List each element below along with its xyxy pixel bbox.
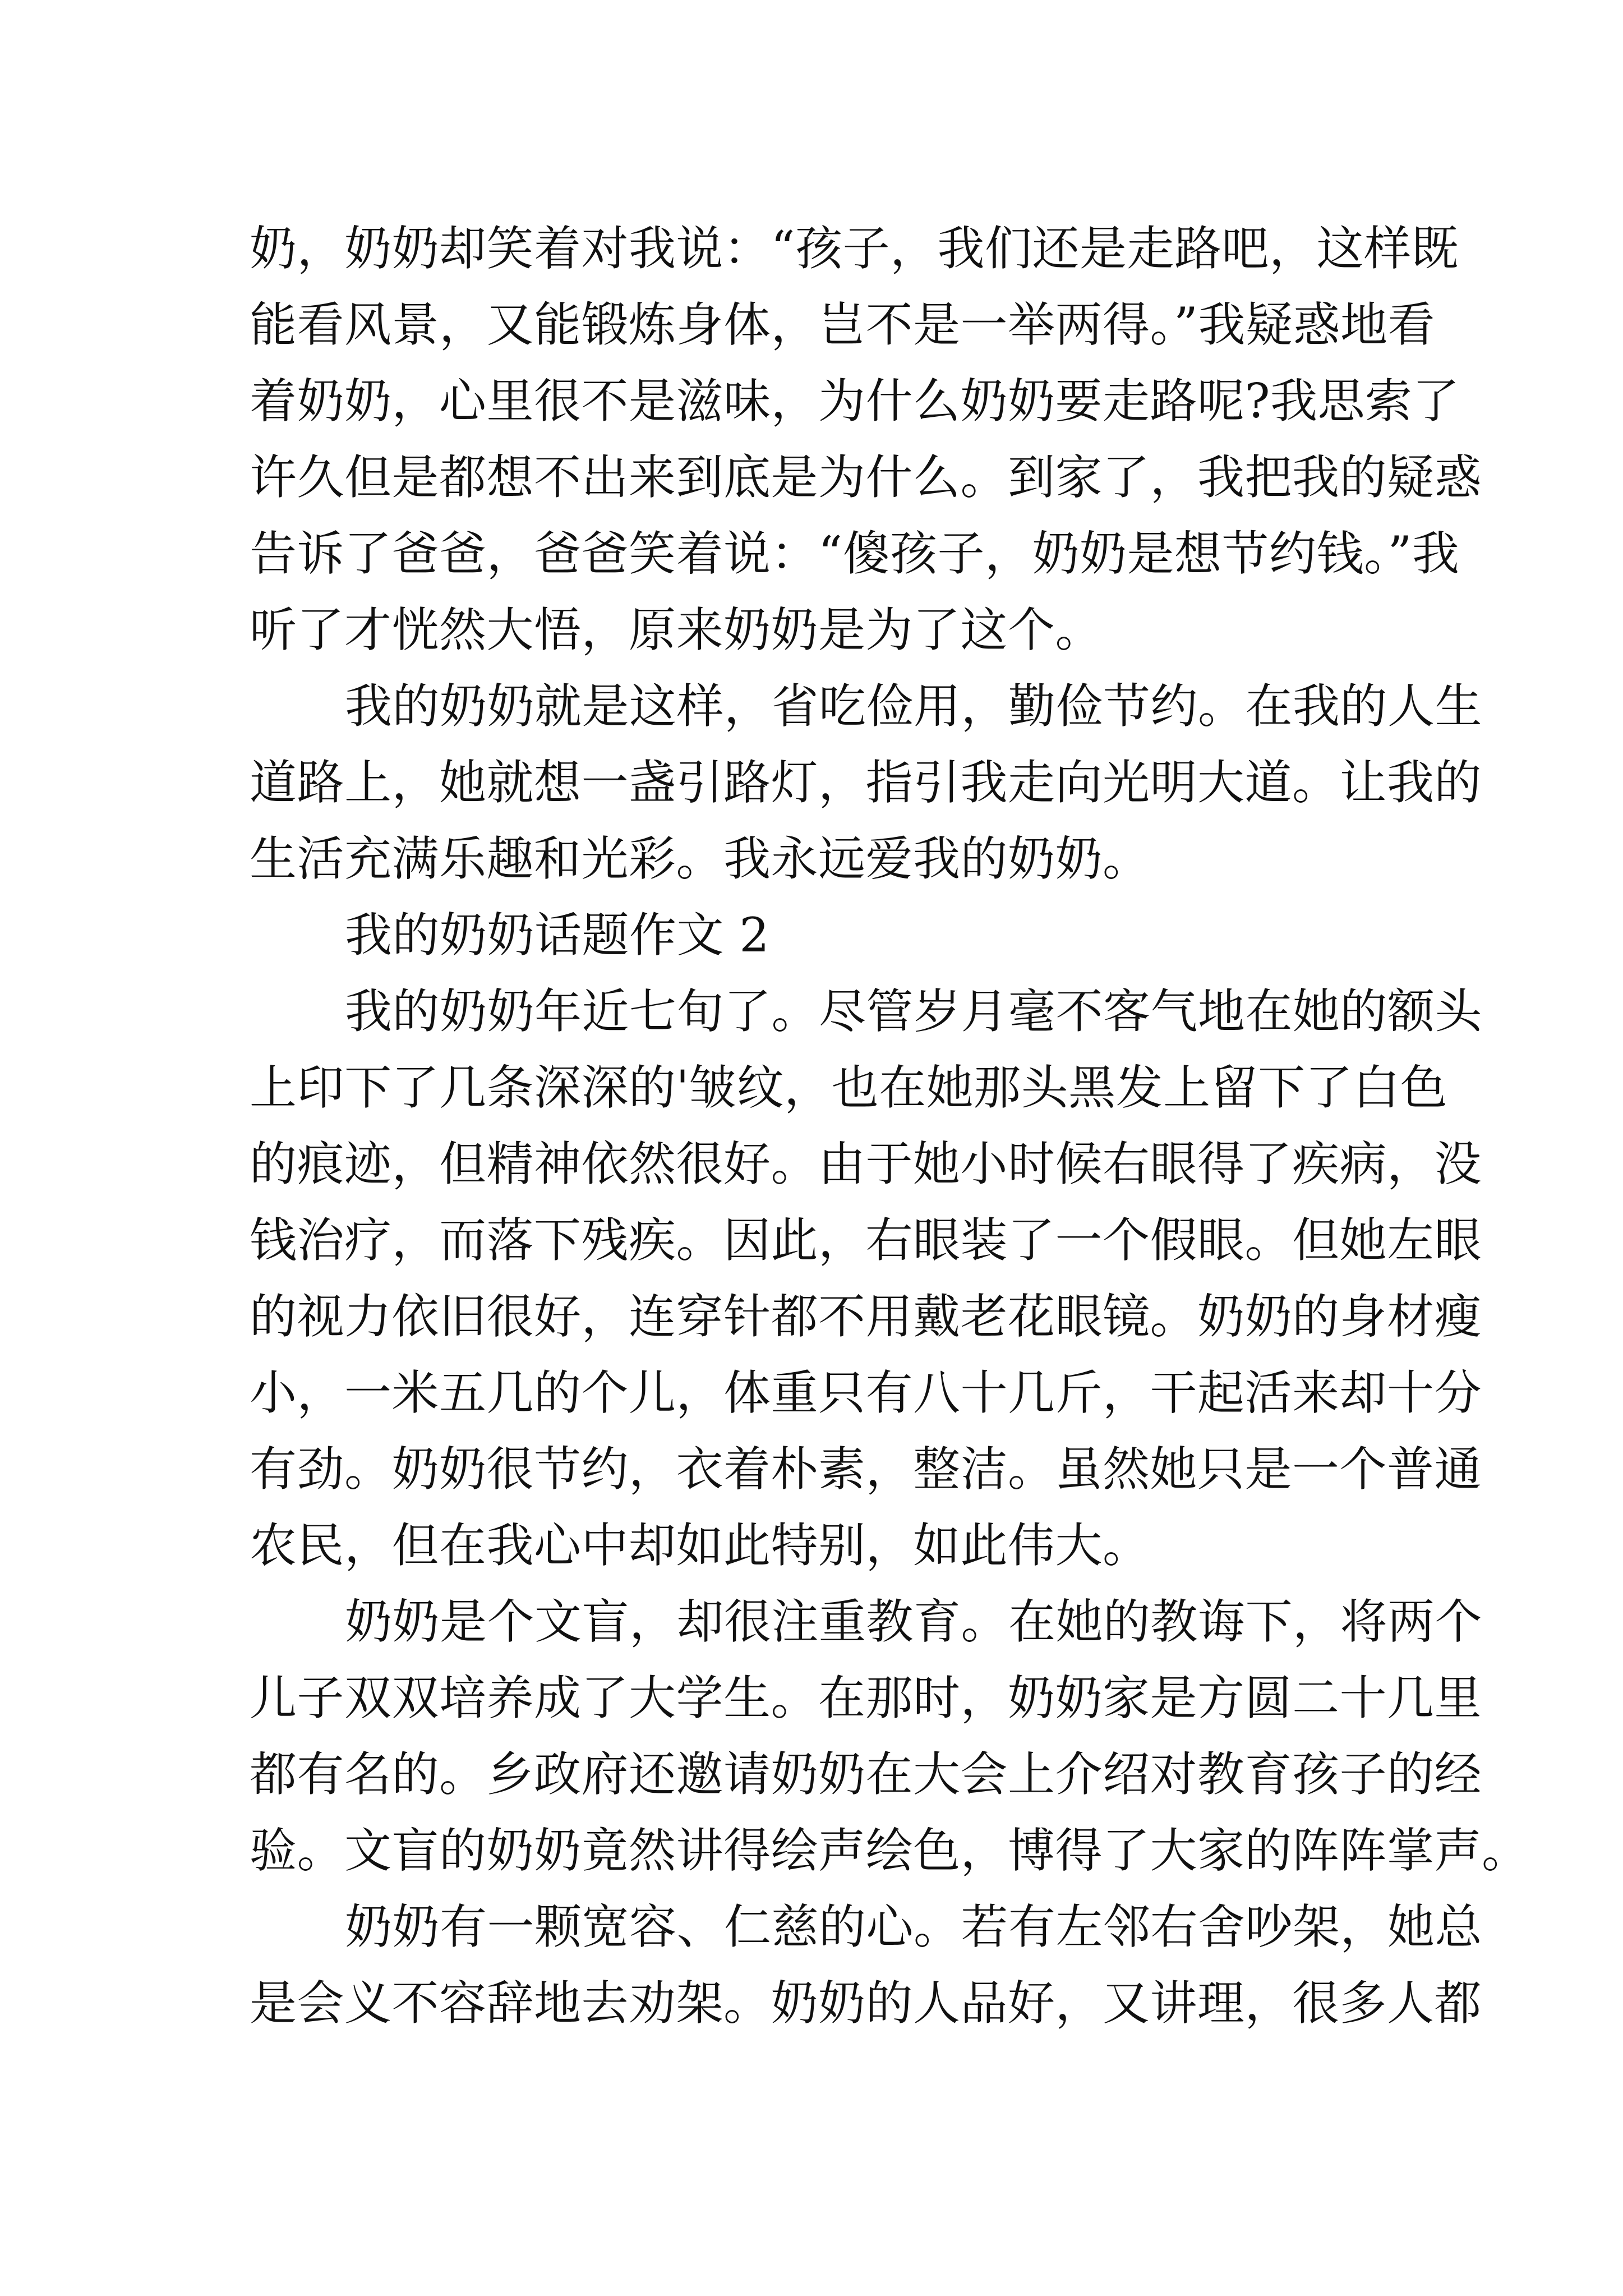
paragraph-first-line: 奶奶有一颗宽容、仁慈的心。若有左邻右舍吵架，她总 — [345, 1899, 1483, 1954]
paragraph-first-line: 奶奶是个文盲，却很注重教育。在她的教诲下，将两个 — [345, 1594, 1483, 1649]
text-line: 都有名的。乡政府还邀请奶奶在大会上介绍对教育孩子的经 — [250, 1747, 1482, 1802]
text-line: 着奶奶，心里很不是滋味，为什么奶奶要走路呢?我思索了 — [250, 374, 1460, 429]
text-line: 农民，但在我心中却如此特别，如此伟大。 — [250, 1518, 1150, 1573]
text-line: 能看风景，又能锻炼身体，岂不是一举两得。”我疑惑地看 — [250, 297, 1435, 352]
text-line: 的视力依旧很好，连穿针都不用戴老花眼镜。奶奶的身材瘦 — [250, 1289, 1482, 1344]
essay-text — [250, 210, 1529, 2041]
paragraph-first-line: 我的奶奶就是这样，省吃俭用，勤俭节约。在我的人生 — [345, 679, 1483, 734]
text-line: 验。文盲的奶奶竟然讲得绘声绘色，博得了大家的阵阵掌声。 — [250, 1823, 1529, 1878]
text-line: 的痕迹，但精神依然很好。由于她小时候右眼得了疾病，没 — [250, 1137, 1482, 1191]
text-line: 是会义不容辞地去劝架。奶奶的人品好，又讲理，很多人都 — [250, 1976, 1482, 2031]
text-line: 许久但是都想不出来到底是为什么。到家了，我把我的疑惑 — [250, 450, 1482, 505]
section-heading: 我的奶奶话题作文 2 — [345, 908, 770, 963]
text-line: 有劲。奶奶很节约，衣着朴素，整洁。虽然她只是一个普通 — [250, 1442, 1482, 1497]
text-line: 钱治疗，而落下残疾。因此，右眼装了一个假眼。但她左眼 — [250, 1213, 1482, 1268]
text-line: 上印下了几条深深的'皱纹，也在她那头黑发上留下了白色 — [250, 1060, 1448, 1115]
text-line: 听了才恍然大悟，原来奶奶是为了这个。 — [250, 602, 1103, 657]
text-line: 生活充满乐趣和光彩。我永远爱我的奶奶。 — [250, 831, 1150, 886]
text-line: 儿子双双培养成了大学生。在那时，奶奶家是方圆二十几里 — [250, 1671, 1482, 1726]
text-line: 道路上，她就想一盏引路灯，指引我走向光明大道。让我的 — [250, 755, 1482, 810]
text-line: 小，一米五几的个儿，体重只有八十几斤，干起活来却十分 — [250, 1365, 1482, 1420]
text-line: 奶，奶奶却笑着对我说：“孩子，我们还是走路吧，这样既 — [250, 221, 1459, 276]
paragraph-first-line: 我的奶奶年近七旬了。尽管岁月毫不客气地在她的额头 — [345, 984, 1483, 1039]
text-line: 告诉了爸爸，爸爸笑着说：“傻孩子，奶奶是想节约钱。”我 — [250, 526, 1460, 581]
